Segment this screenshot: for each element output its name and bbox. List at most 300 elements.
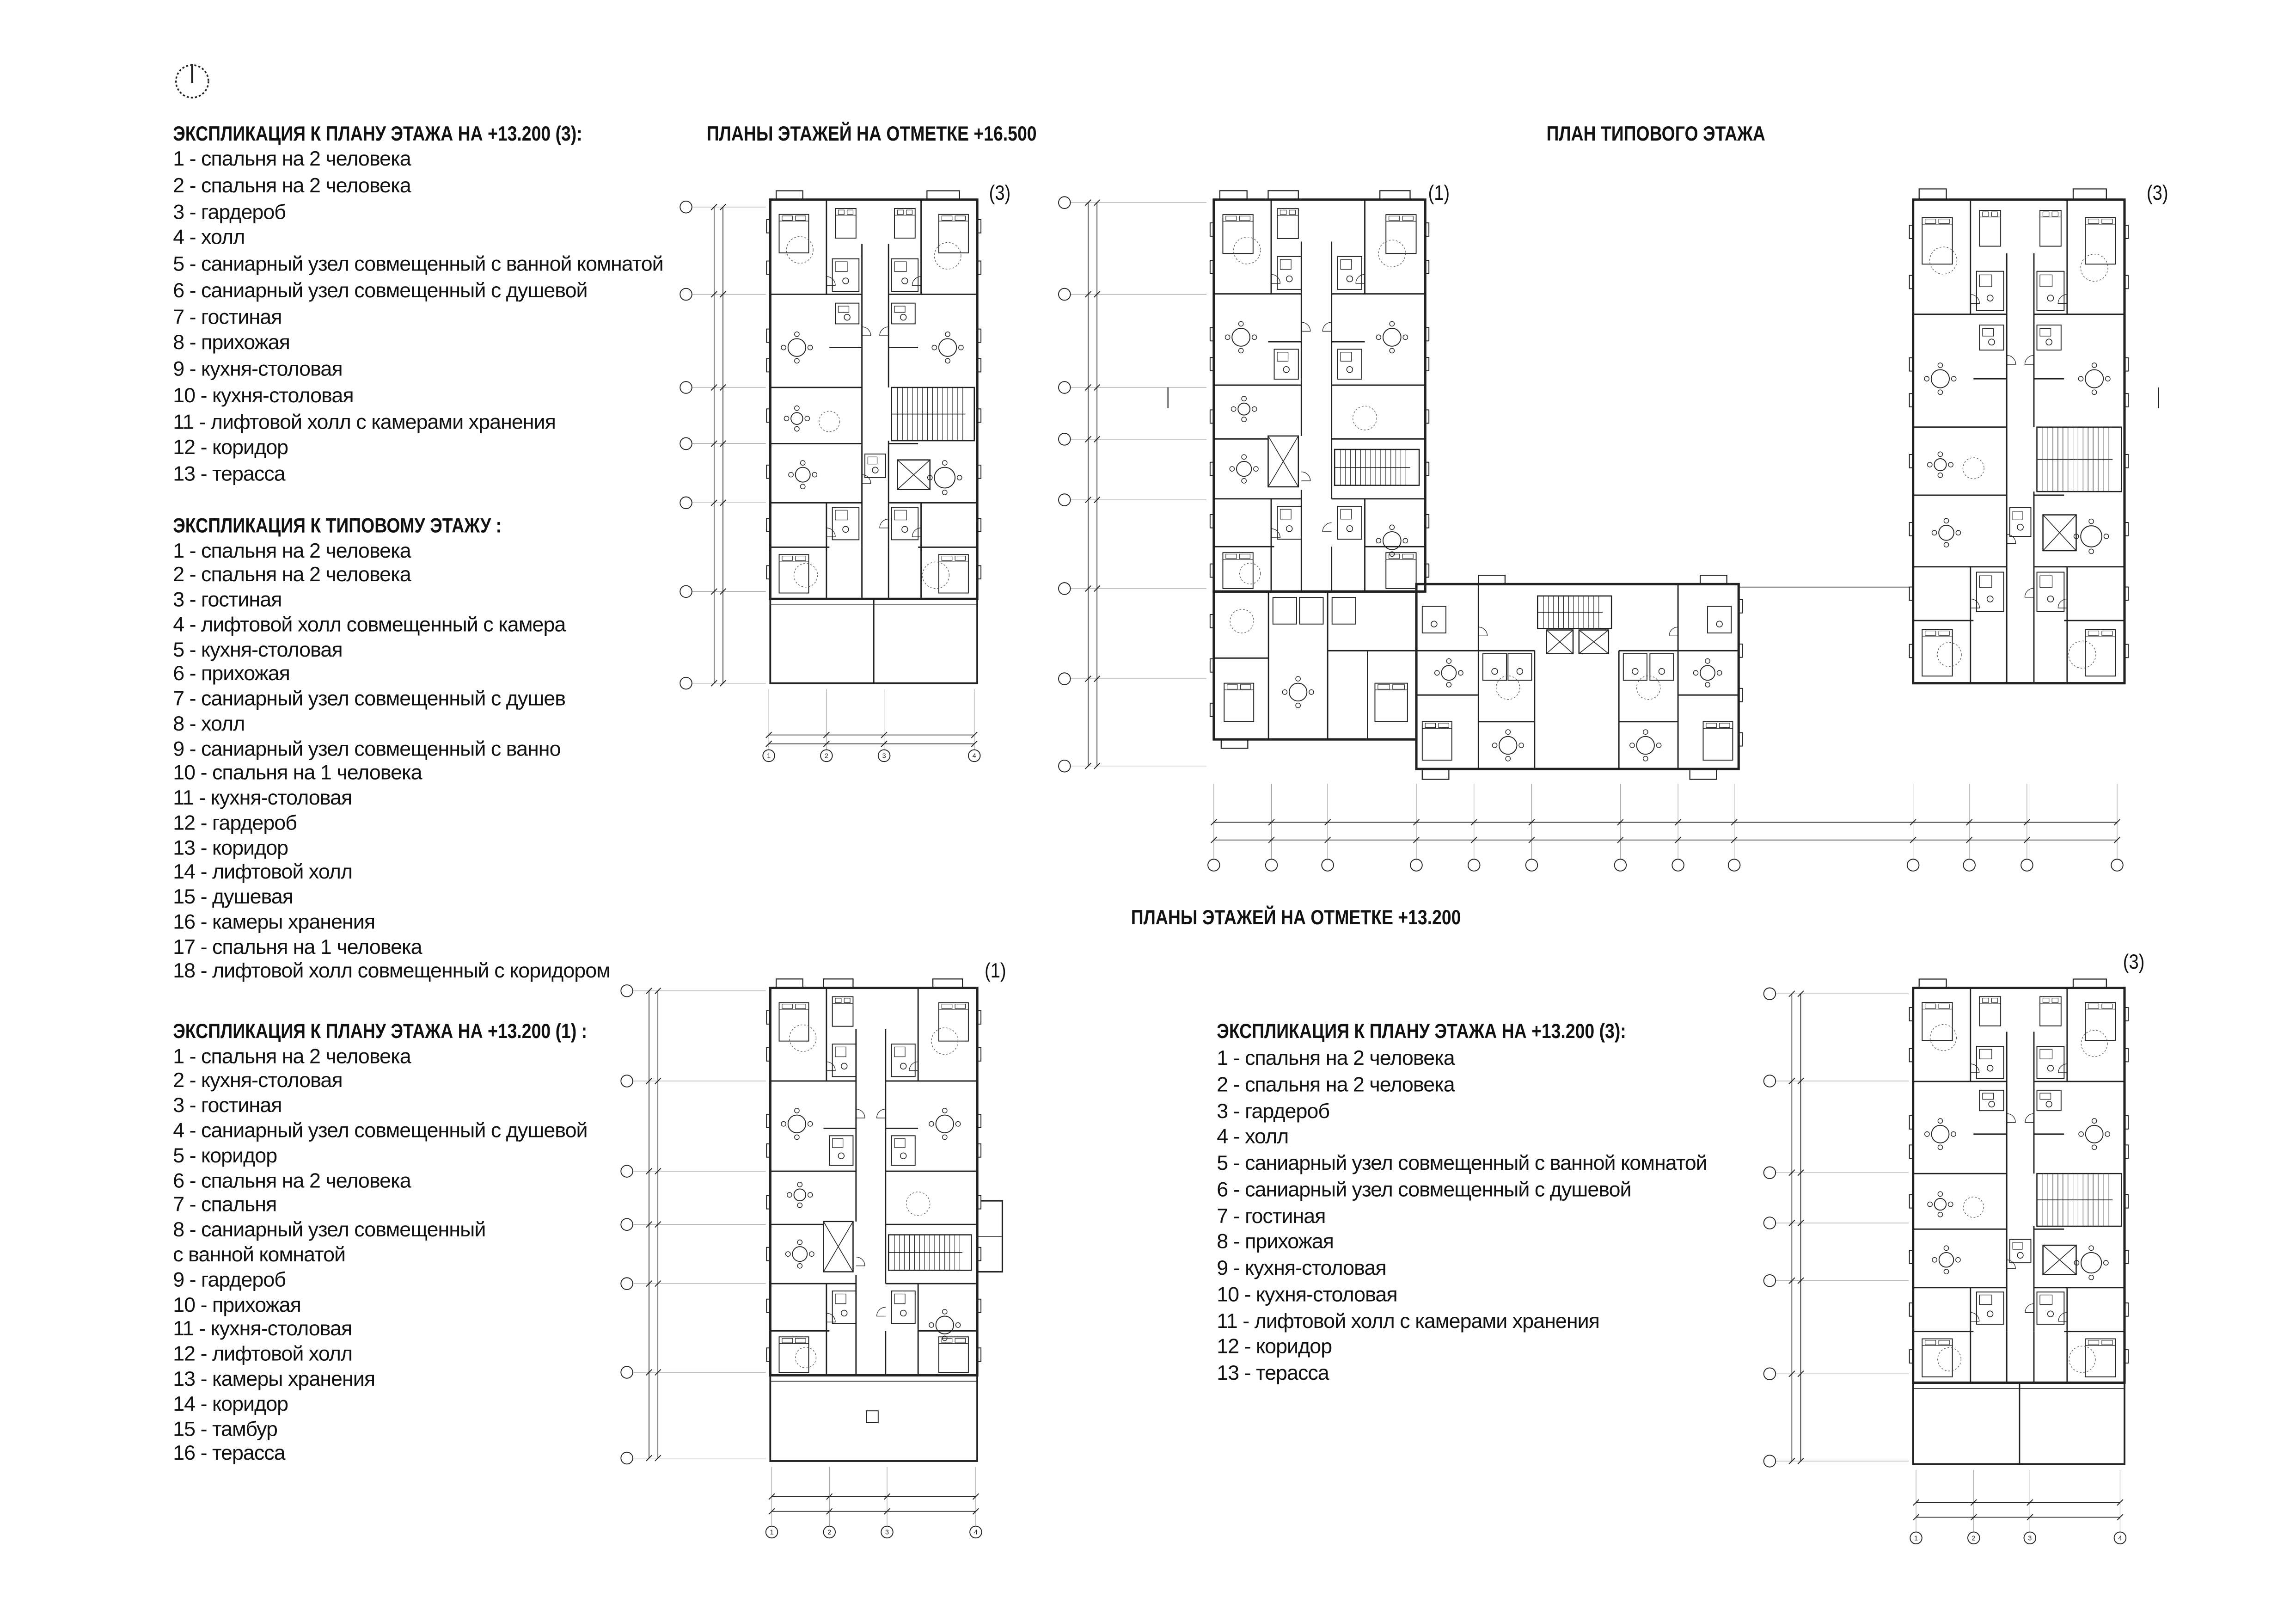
bathtub [1341,352,1352,361]
pillow [1227,685,1237,689]
chair [1948,1202,1953,1206]
chair [1630,743,1635,748]
chair [1928,462,1932,467]
plan-13200-section-1 [621,979,1002,1538]
axis-marker [1059,673,1071,685]
explication-item: 13 - камеры хранения [173,1366,375,1390]
chair [2089,1275,2094,1280]
door-swing [827,1062,835,1070]
bed [1223,553,1253,589]
bathroom [1708,606,1731,633]
pillow [1925,219,1936,224]
plumbing-fixture [2047,596,2053,602]
pillow [1378,685,1390,689]
bathtub [894,306,905,312]
pillow [955,556,965,561]
chair [1242,396,1246,401]
chair [795,1108,799,1113]
plumbing-fixture [900,1153,906,1159]
plumbing-fixture [1989,339,1995,345]
chair [2092,390,2097,394]
dining-table [1441,665,1456,680]
axis-number: 1 [770,1529,774,1536]
pillow [1239,554,1250,559]
bathtub [894,510,906,520]
explication-item: 2 - спальня на 2 человека [173,562,411,586]
pillow [2043,998,2049,1003]
chair [786,1252,790,1256]
chair [805,416,809,421]
door-swing [1301,472,1310,481]
pillow [2043,212,2049,216]
axis-marker [1764,1368,1776,1380]
balcony [1700,575,1727,584]
bathtub [1979,275,1991,287]
plumbing-fixture [900,1310,906,1316]
pillow [1983,998,1989,1003]
chair [1242,455,1246,459]
dining-table [1383,328,1401,346]
axis-number: 2 [827,1529,832,1536]
explication-item: 11 - лифтовой холл с камерами хранения [173,409,556,433]
pillow [782,556,792,561]
plumbing-fixture [1659,669,1665,675]
balcony [1478,575,1505,584]
bathroom [833,1044,856,1076]
bed [939,1337,968,1372]
plumbing-fixture [902,278,908,284]
explication-item: 10 - кухня-столовая [1217,1282,1397,1306]
section-tag-13200-left: (1) [985,958,1006,982]
dining-table [1499,737,1517,754]
door-swing [856,1109,865,1118]
door-swing [2007,356,2016,365]
chair [955,1122,960,1126]
chair [784,416,789,421]
pillow [1289,210,1295,215]
chair [2078,376,2083,381]
pillow [955,1004,965,1009]
bathroom [829,1136,853,1165]
exterior-wall [1913,988,2125,1382]
plan-16500-section-3 [680,191,981,762]
section-tag-13200-right: (3) [2123,949,2145,973]
pillow [2102,219,2112,224]
bathtub [2040,1093,2051,1099]
chair [801,484,805,489]
balcony [823,979,853,988]
axis-marker [1410,859,1422,871]
pillow [1425,723,1435,728]
chair [1717,670,1722,675]
bathroom [2037,1046,2064,1079]
door-swing [1271,275,1280,283]
explication-item: 7 - спальня [173,1192,277,1216]
plumbing-fixture [1989,1101,1995,1107]
plumbing-fixture [841,1310,847,1316]
chair [1376,335,1381,339]
chair [945,358,950,363]
bed [1386,553,1416,589]
dining-table [1637,737,1654,754]
pillow [1402,216,1413,221]
chair [812,473,817,477]
pillow [2102,1340,2112,1345]
door-swing [2025,588,2034,597]
balcony [1690,769,1717,779]
bathtub [835,1294,846,1304]
chair [1938,1212,1942,1217]
balcony [2073,189,2106,200]
door-swing [1971,1064,1979,1073]
chair [955,1323,960,1327]
chair [1376,538,1381,543]
plumbing-fixture [2046,339,2052,345]
chair [1242,479,1246,483]
plumbing-fixture [838,1153,844,1159]
exterior-wall [770,988,977,1375]
chair [2104,534,2108,539]
explication-item: 16 - терасса [173,1441,285,1465]
axis-number: 1 [767,752,771,760]
dining-table [2081,526,2102,547]
door-swing [912,276,921,285]
rug [2081,254,2108,282]
chair [929,1323,934,1327]
bathroom [1274,349,1298,379]
plumbing-fixture [1286,526,1292,532]
axis-marker [1907,859,1919,871]
plumbing-fixture [1431,621,1437,627]
bathtub [833,1139,843,1148]
chair [1492,743,1497,748]
explication-heading-typical: ЭКСПЛИКАЦИЯ К ТИПОВОМУ ЭТАЖУ : [173,513,502,537]
bathroom [1338,349,1362,379]
chair [1446,659,1451,664]
plumbing-fixture [2046,1101,2052,1107]
explication-item: 12 - коридор [1217,1334,1332,1358]
door-swing [1356,275,1365,283]
chair [1403,335,1408,339]
explication-item: 4 - саниарный узел совмещенный с душевой [173,1118,588,1142]
rug [2069,1346,2095,1372]
axis-marker [1764,1217,1776,1229]
explication-item: 15 - тамбур [173,1416,277,1440]
explication-item: 13 - терасса [173,461,285,485]
plan-typical-floor [1059,189,2159,871]
rug [1963,458,1984,479]
axis-marker [621,1075,633,1087]
axis-number: 1 [1914,1535,1918,1542]
bathroom [1299,597,1323,624]
plumbing-fixture [900,314,906,320]
dining-table [1931,1125,1949,1143]
bathroom [1977,1046,2004,1079]
pillow [796,1338,806,1343]
explication-item: 4 - холл [1217,1124,1289,1149]
bathtub [1979,1295,1991,1305]
pillow [1939,631,1949,636]
dining-table [1238,403,1250,415]
dining-table [1232,328,1250,346]
rug [2081,1030,2107,1057]
rug [923,562,949,589]
axis-marker [680,586,692,598]
chair [1519,743,1524,748]
chair [1928,1202,1932,1206]
explication-item: 13 - терасса [1217,1360,1329,1384]
door-swing [2007,1260,2015,1269]
explication-item: 8 - прихожая [1217,1229,1334,1253]
door-swing [877,1109,886,1118]
door-swing [2007,535,2016,544]
chair [1938,1145,1942,1149]
dining-table [939,338,956,356]
explication-item: 6 - прихожая [173,661,290,685]
bathtub [2040,1049,2052,1059]
chair [1242,417,1246,422]
pillow [847,210,853,215]
exterior-wall [770,200,977,599]
explication-item: 3 - гардероб [173,199,286,223]
dining-table [1939,525,1954,541]
explication-item: 12 - коридор [173,435,288,459]
chair [2089,519,2094,523]
explication-heading-13200-3-bottom: ЭКСПЛИКАЦИЯ К ПЛАНУ ЭТАЖА НА +13.200 (3): [1217,1019,1626,1043]
explication-item: 17 - спальня на 1 человека [173,934,422,958]
door-swing [2007,1113,2015,1122]
balcony [933,979,962,988]
explication-item: 6 - саниарный узел совмещенный с душевой [1217,1177,1631,1201]
bed [779,1337,809,1372]
pillow [2102,1004,2112,1008]
plumbing-fixture [872,467,878,473]
explication-item: 5 - саниарный узел совмещенный с ванной комнатой [1217,1150,1707,1174]
explication-item: 5 - саниарный узел совмещенный с ванной комнатой [173,252,663,276]
rug [1637,676,1660,700]
plumbing-fixture [1716,621,1722,627]
chair [1390,525,1394,529]
bathroom [1332,597,1356,624]
pillow [906,210,912,215]
explication-item: 14 - коридор [173,1391,288,1415]
pillow [796,556,806,561]
pillow [1402,554,1413,559]
explication-item: 8 - холл [173,711,245,735]
axis-marker [2021,859,2033,871]
pillow [1983,212,1989,216]
chair [781,1122,786,1126]
plumbing-fixture [1347,526,1353,532]
balcony [927,191,959,200]
pillow [2088,1004,2099,1008]
axis-marker [1764,1075,1776,1087]
pillow [955,1338,965,1343]
chair [1956,1258,1960,1262]
pillow [1991,998,1997,1003]
chair [1705,682,1710,687]
explication-item: 5 - кухня-столовая [173,637,343,661]
rug [906,1192,930,1216]
bed [1922,218,1952,264]
dining-table [1939,1253,1954,1267]
pillow [1939,1004,1949,1008]
bathroom [1977,572,2004,611]
axis-marker [1059,381,1071,393]
rug [1230,609,1254,633]
plumbing-fixture [841,1063,847,1069]
rug [1937,643,1961,667]
chair [1239,348,1243,353]
axis-marker [680,289,692,301]
rug [1234,237,1261,264]
explication-item: 18 - лифтовой холл совмещенный с коридором [173,958,611,983]
pillow [2088,219,2099,224]
axis-marker [1059,760,1071,772]
chair [1390,348,1394,353]
bathroom [833,507,859,540]
door-swing [1322,322,1331,331]
axis-marker [1728,859,1740,871]
chair [1506,756,1510,761]
balcony [776,191,803,200]
chair [1951,1132,1956,1137]
pillow [1226,216,1237,221]
chair [795,426,799,431]
chair [789,473,793,477]
chair [2105,1132,2110,1137]
axis-marker [621,1278,633,1290]
bathtub [1277,352,1288,361]
axis-marker [621,1165,633,1177]
plumbing-fixture [1286,276,1292,282]
axis-marker [1615,859,1627,871]
bathtub [894,1139,905,1148]
axis-marker [1672,859,1684,871]
chair [1230,467,1234,471]
chair [781,345,786,350]
door-swing [827,276,835,285]
explication-item: 2 - спальня на 2 человека [1217,1072,1455,1096]
explication-item: 11 - кухня-столовая [173,1316,352,1340]
chair [1458,670,1463,675]
pillow [955,216,965,221]
door-swing [880,519,888,528]
title-plans-13200: ПЛАНЫ ЭТАЖЕЙ НА ОТМЕТКЕ +13.200 [1131,905,1461,929]
bathtub [2040,275,2052,287]
pillow [1720,723,1730,728]
axis-marker [680,201,692,213]
bed [2085,629,2115,676]
pillow [844,998,850,1003]
door-swing [2058,295,2067,304]
dining-table [788,1115,806,1133]
dining-table [2081,1253,2101,1273]
chair [957,475,962,480]
explication-item: 10 - прихожая [173,1291,301,1316]
pillow [1389,216,1400,221]
door-swing [880,327,888,336]
axis-marker [680,381,692,393]
rug [1930,247,1957,274]
bathroom [1483,654,1506,681]
bathtub [1280,509,1292,519]
explication-item: с ванной комнатой [173,1242,346,1266]
axis-marker [621,1452,633,1464]
explication-item: 4 - холл [173,225,245,249]
door-swing [2025,1113,2034,1122]
bathroom [892,507,918,540]
rug [794,564,818,587]
pillow [942,1004,952,1009]
plan-13200-section-3 [1764,979,2128,1544]
chair [1435,670,1439,675]
plumbing-fixture [1492,669,1498,675]
axis-number: 3 [885,1529,889,1536]
pillow [1706,723,1716,728]
chair [808,1122,813,1126]
door-swing [2058,1313,2067,1321]
bathroom [892,1291,915,1323]
door-swing [912,528,921,537]
exterior-wall [1214,200,1425,592]
balcony [1220,190,1247,199]
axis-number: 2 [824,752,828,760]
plumbing-fixture [1987,1311,1993,1317]
door-swing [909,1062,918,1070]
pillow [942,556,952,561]
bed [2085,218,2115,264]
explication-item: 11 - лифтовой холл с камерами хранения [1217,1308,1599,1332]
rug [934,243,961,270]
chair [2079,1132,2083,1137]
axis-marker [1208,859,1220,871]
explication-heading-13200-1: ЭКСПЛИКАЦИЯ К ПЛАНУ ЭТАЖА НА +13.200 (1) : [173,1019,588,1043]
axis-marker [1764,1455,1776,1467]
dining-table [2085,370,2103,388]
chair [1924,376,1929,381]
terrace [1913,1382,2125,1464]
axis-marker [1764,1275,1776,1287]
bathtub [894,1047,905,1057]
explication-item: 15 - душевая [173,884,294,909]
bathroom [892,1044,915,1076]
explication-item: 12 - лифтовой холл [173,1341,353,1365]
pillow [2102,631,2112,636]
bathtub [2040,1295,2052,1305]
dining-table [792,1247,807,1261]
axis-number: 4 [974,1529,978,1536]
bathroom [1277,506,1301,539]
bathroom [1508,654,1531,681]
pillow [782,1004,792,1009]
exterior-wall [1214,591,1416,739]
chair [1938,1192,1942,1196]
dining-table [1931,370,1949,388]
bathroom [1273,597,1297,624]
explication-item: 12 - гардероб [173,810,297,834]
title-plans-16500: ПЛАНЫ ЭТАЖЕЙ НА ОТМЕТКЕ +16.500 [706,121,1037,145]
balcony [1422,769,1449,779]
rug [796,1347,816,1368]
bathroom [1338,257,1362,289]
chair [1944,1246,1948,1250]
axis-marker [1059,433,1071,445]
explication-item: 2 - спальня на 2 человека [173,172,411,197]
chair [1254,467,1258,471]
chair [1225,335,1230,339]
bathroom [1650,654,1673,681]
